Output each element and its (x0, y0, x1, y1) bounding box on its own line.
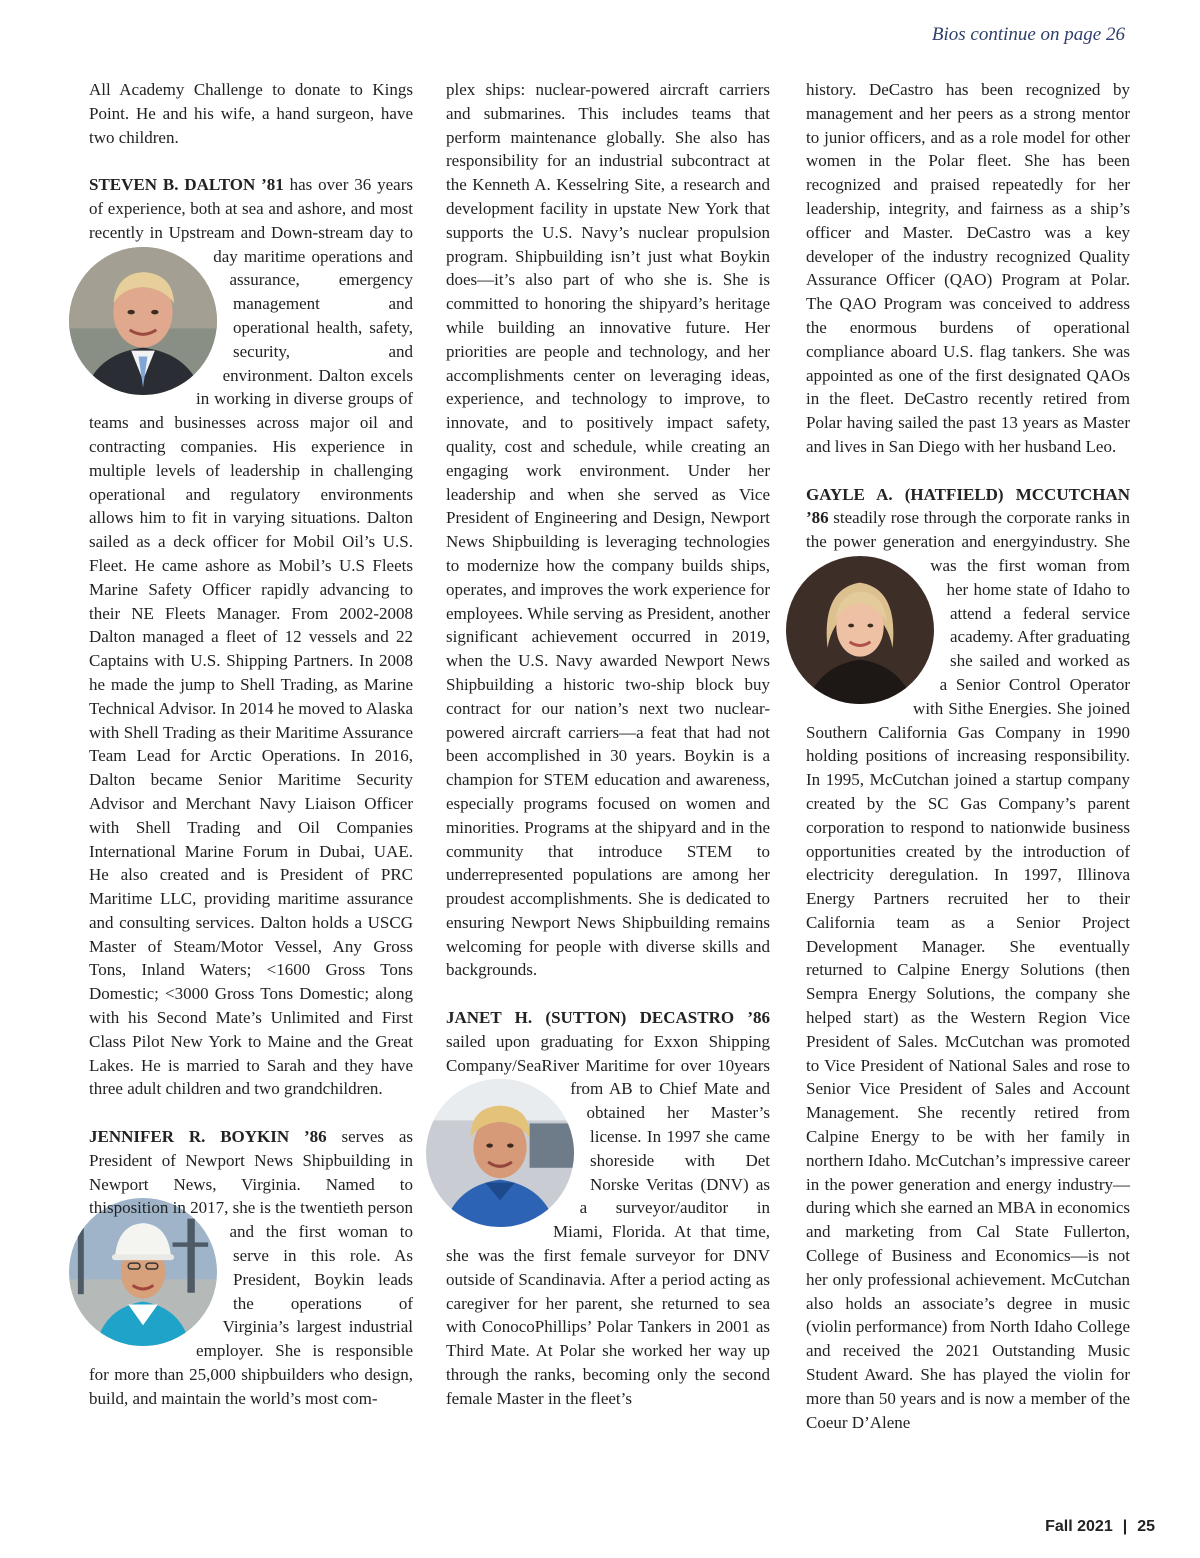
decastro-bio-continued: history. DeCastro has been recognized by management and her peers as a strong mentor to junior officers, and as a role model for other women in the Polar fleet. She has been recognized and praised repeatedly for her leadership, integrity, and fairness as a ship’s officer and Master. DeCastro was a key developer of the industry recognized Quality Assurance Officer (QAO) Program at Polar. The QAO Program was conceived to address the enormous burdens of operational compliance aboard U.S. flag tankers. She was appointed as one of the first designated QAOs in the fleet. DeCastro recently retired from Polar having sailed the past 13 years as Master and lives in San Diego with her husband Leo. (806, 80, 1130, 456)
page-footer (1045, 1518, 1155, 1536)
mccutchan-lead: steadily rose through the corporate ranks in the power generation and energy (806, 508, 1130, 552)
mccutchan-portrait (786, 556, 934, 704)
column-right (806, 78, 1130, 1434)
intro-paragraph: All Academy Challenge to donate to Kings Point. He and his wife, a hand surgeon, have two children. (89, 80, 413, 147)
boykin-portrait-image (69, 1198, 217, 1346)
dalton-bio (89, 173, 413, 1101)
boykin-bio-continued: plex ships: nuclear-powered aircraft carriers and submarines. This includes teams that perform maintenance globally. She also has responsibility for an industrial subcontract at the Kenneth A. Kesselring Site, a research and development facility in upstate New York that supports the U.S. Navy’s nuclear propulsion program. Shipbuilding isn’t just what Boykin does—it’s also part of who she is. She is committed to honoring the shipyard’s heritage while building an innovative future. Her priorities are people and technology, and her accomplishments center on leveraging ideas, experience, and technology to improve, to innovate, and to positively impact safety, quality, cost and schedule, while creating an engaging work environment. Under her leadership and when she served as Vice President of Engineering and Design, Newport News Shipbuilding is leveraging technologies to modernize how the company builds ships, operates, and improves the work experience for employees. While serving as President, another significant achievement occurred in 2019, when the U.S. Navy awarded Newport News Shipbuilding a historic two-ship block buy contract for our nation’s next two nuclear-powered aircraft carriers—a feat that had not been accomplished in 30 years. Boykin is a champion for STEM education and awareness, especially programs focused on women and minorities. Programs at the shipyard and in the community that introduce STEM to underrepresented populations are among her proudest accomplishments. She is dedicated to ensuring Newport News Shipbuilding remains welcoming for people with diverse skills and backgrounds. (446, 80, 770, 980)
dalton-lead: has over 36 years of experience, both at sea and ashore, and most recently in Upstream and Down- (89, 175, 413, 242)
decastro-name: JANET H. (SUTTON) DECASTRO ’86 (446, 1008, 770, 1028)
column-middle (446, 78, 770, 1411)
dalton-portrait (69, 247, 217, 395)
dalton-name: STEVEN B. DALTON ’81 (89, 175, 284, 195)
boykin-bio (89, 1125, 413, 1411)
mccutchan-name: GAYLE A. (HATFIELD) MCCUTCHAN ’86 (806, 484, 1130, 528)
mccutchan-body: industry. She was the first woman from her home state of Idaho to attend a federal service academy. After graduating she sailed and worked as a Senior Control Operator with Sithe Energies. She joined Southern California Gas Company in 1990 holding positions of increasing responsibility. In 1995, McCutchan joined a startup company created by the SC Gas Company’s parent corporation to respond to nationwide business opportunities created by the introduction of electricity deregulation. In 1997, Illinova Energy Partners recruited her to their California team as a Senior Project Development Manager. She eventually returned to Calpine Energy Solutions (then Sempra Energy Solutions, the company she helped start) as the Western Region Vice President of Sales. McCutchan was promoted to Vice President of National Sales and rose to Senior Vice President of Sales and Account Management. She recently retired from Calpine Energy to be with her family in northern Idaho. McCutchan’s impressive career in the power generation and energy industry—during which she earned an MBA in economics and marketing from Cal State Fullerton, College of Business and Economics—is not her only professional achievement. McCutchan also holds an associate’s degree in music (violin performance) from North Idaho College and received the 2021 Outstanding Music Student Award. She has played the violin for more than 50 years and is now a member of the Coeur D’Alene (806, 532, 1130, 1432)
page-number: 25 (1137, 1518, 1155, 1535)
decastro-lead: sailed upon graduating for Exxon Shipping Company/SeaRiver Maritime for over 10 (446, 1031, 770, 1075)
boykin-portrait (69, 1198, 217, 1346)
issue-label: Fall 2021 (1045, 1518, 1113, 1535)
footer-separator: | (1122, 1518, 1128, 1535)
boykin-name: JENNIFER R. BOYKIN ’86 (89, 1127, 327, 1147)
decastro-body: years from AB to Chief Mate and obtained her Master’s license. In 1997 she came shoreside with Det Norske Veritas (DNV) as a surveyor/auditor in Miami, Florida. At that time, she was the first female surveyor for DNV outside of Scandinavia. After a period acting as caregiver for her parent, she returned to sea with ConocoPhillips’ Polar Tankers in 2001 as Third Mate. At Polar she worked her way up through the ranks, becoming only the second female Master in the fleet’s (446, 1055, 770, 1408)
mccutchan-portrait-image (786, 556, 934, 704)
decastro-portrait (426, 1079, 574, 1227)
boykin-body: position in 2017, she is the twentieth person and the first woman to serve in this role. As President, Boykin leads the operations of Virginia’s largest industrial employer. She is responsible for more than 25,000 shipbuilders who design, build, and maintain the world’s most com- (89, 1198, 413, 1408)
decastro-bio (446, 1006, 770, 1411)
boykin-lead: serves as President of Newport News Shipbuilding in Newport News, Virginia. Named to this (89, 1127, 413, 1218)
continuation-note: Bios continue on page 26 (931, 24, 1125, 45)
dalton-portrait-image (69, 247, 217, 395)
column-left (89, 78, 413, 1411)
dalton-body: stream day to day maritime operations and assurance, emergency management and operational health, safety, security, and environment. Dalton excels in working in diverse groups of teams and businesses across major oil and contracting companies. His experience in multiple levels of leadership in challenging operational and regulatory environments allows him to fit in varying situations. Dalton sailed as a deck officer for Mobil Oil’s U.S. Fleet. He came ashore as Mobil’s U.S Fleets Marine Safety Officer rapidly advancing to their NE Fleets Manager. From 2002-2008 Dalton managed a fleet of 12 vessels and 22 Captains with U.S. Shipping Partners. In 2008 he made the jump to Shell Trading, as Marine Technical Advisor. In 2014 he moved to Alaska with Shell Trading as their Maritime Assurance Team Lead for Arctic Operations. In 2016, Dalton became Senior Maritime Security Advisor and Merchant Navy Liaison Officer with Shell Trading and Oil Companies International Marine Forum in Dubai, UAE. He also created and is President of PRC Maritime LLC, providing maritime assurance and consulting services. Dalton holds a USCG Master of Steam/Motor Vessel, Any Gross Tons, Inland Waters; <1600 Gross Tons Domestic; <3000 Gross Tons Domestic; along with his Second Mate’s Unlimited and First Class Pilot New York to Maine and the Great Lakes. He is married to Sarah and they have three adult children and two grandchildren. (89, 222, 413, 1099)
decastro-portrait-image (426, 1079, 574, 1227)
mccutchan-bio (806, 483, 1130, 1435)
